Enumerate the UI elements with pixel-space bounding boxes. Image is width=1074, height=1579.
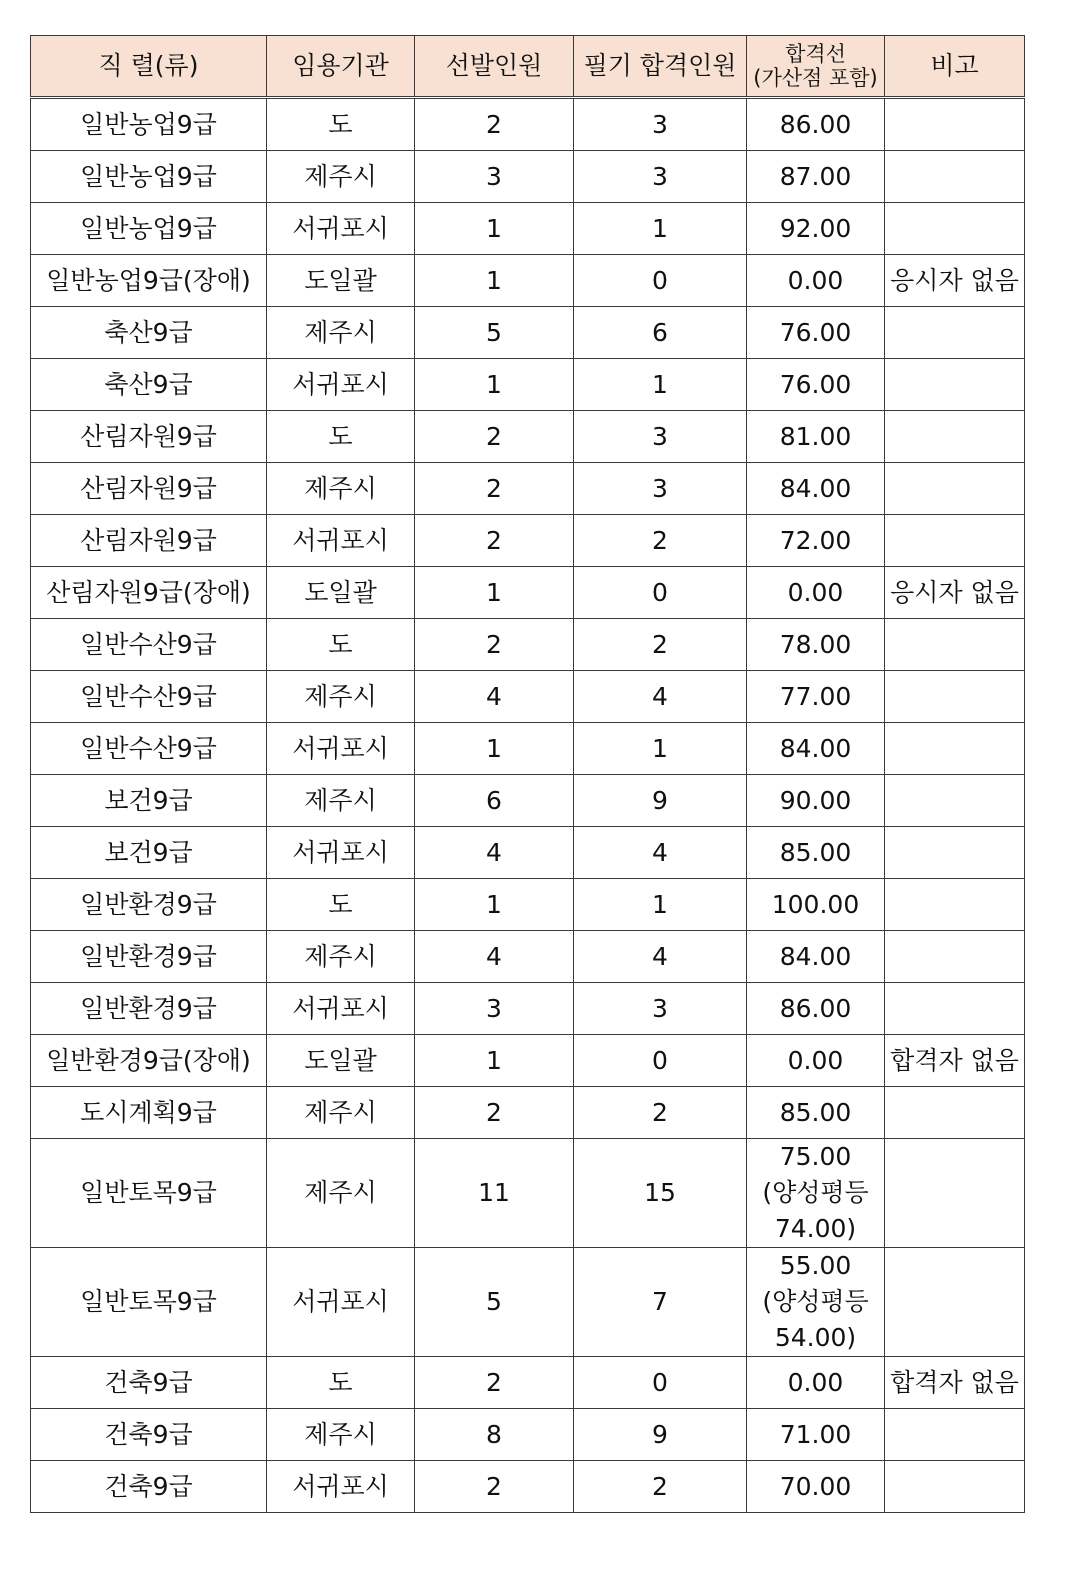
cell-note [885, 203, 1025, 255]
cell-note [885, 1087, 1025, 1139]
cell-agency: 도 [267, 98, 415, 151]
cell-passed: 2 [574, 619, 747, 671]
table-row [31, 983, 1025, 1035]
cell-job: 산림자원9급 [31, 515, 267, 567]
cell-note [885, 879, 1025, 931]
cell-quota: 8 [415, 1409, 574, 1461]
cell-cutoff: 0.00 [747, 1035, 885, 1087]
cell-note [885, 307, 1025, 359]
table-row [31, 1409, 1025, 1461]
table-row [31, 775, 1025, 827]
table-row [31, 463, 1025, 515]
cell-note [885, 515, 1025, 567]
table-row [31, 723, 1025, 775]
cell-passed: 3 [574, 983, 747, 1035]
cell-agency: 제주시 [267, 775, 415, 827]
cell-agency: 서귀포시 [267, 983, 415, 1035]
cell-quota: 2 [415, 98, 574, 151]
results-table [30, 35, 1025, 1513]
cell-quota: 3 [415, 151, 574, 203]
cell-agency: 서귀포시 [267, 723, 415, 775]
cell-passed: 0 [574, 1035, 747, 1087]
cell-job: 일반환경9급 [31, 983, 267, 1035]
cell-quota: 2 [415, 1357, 574, 1409]
cell-agency: 서귀포시 [267, 359, 415, 411]
cell-quota: 2 [415, 463, 574, 515]
cell-cutoff: 71.00 [747, 1409, 885, 1461]
table-row [31, 1139, 1025, 1248]
cell-cutoff: 70.00 [747, 1461, 885, 1513]
table-row [31, 567, 1025, 619]
cell-note [885, 359, 1025, 411]
cell-agency: 서귀포시 [267, 515, 415, 567]
cell-cutoff: 76.00 [747, 307, 885, 359]
table-row [31, 255, 1025, 307]
table-row [31, 827, 1025, 879]
cell-cutoff: 84.00 [747, 463, 885, 515]
cell-passed: 15 [574, 1139, 747, 1248]
cell-agency: 도일괄 [267, 567, 415, 619]
cell-agency: 제주시 [267, 307, 415, 359]
cell-job: 축산9급 [31, 359, 267, 411]
cell-quota: 2 [415, 1461, 574, 1513]
cell-note [885, 619, 1025, 671]
table-row [31, 879, 1025, 931]
cell-note: 합격자 없음 [885, 1357, 1025, 1409]
cell-job: 보건9급 [31, 827, 267, 879]
table-row [31, 411, 1025, 463]
cell-passed: 4 [574, 827, 747, 879]
table-row [31, 1461, 1025, 1513]
cell-passed: 9 [574, 775, 747, 827]
cell-passed: 2 [574, 515, 747, 567]
cell-agency: 도 [267, 1357, 415, 1409]
cell-note [885, 1409, 1025, 1461]
header-job: 직 렬(류) [31, 36, 267, 98]
cell-quota: 1 [415, 723, 574, 775]
table-row [31, 1087, 1025, 1139]
table-body [31, 98, 1025, 1513]
cell-note [885, 1139, 1025, 1248]
cell-agency: 서귀포시 [267, 827, 415, 879]
table-header [31, 36, 1025, 98]
cell-agency: 제주시 [267, 671, 415, 723]
cell-job: 일반수산9급 [31, 671, 267, 723]
header-passed: 필기 합격인원 [574, 36, 747, 98]
cell-note [885, 723, 1025, 775]
cell-quota: 3 [415, 983, 574, 1035]
cell-quota: 2 [415, 515, 574, 567]
cell-passed: 1 [574, 723, 747, 775]
cell-passed: 1 [574, 203, 747, 255]
cell-agency: 도일괄 [267, 1035, 415, 1087]
cell-job: 일반수산9급 [31, 723, 267, 775]
cell-job: 일반농업9급(장애) [31, 255, 267, 307]
cell-note: 응시자 없음 [885, 567, 1025, 619]
table-row [31, 931, 1025, 983]
table-row [31, 515, 1025, 567]
cell-agency: 도 [267, 619, 415, 671]
cell-quota: 11 [415, 1139, 574, 1248]
header-agency: 임용기관 [267, 36, 415, 98]
cell-job: 일반환경9급(장애) [31, 1035, 267, 1087]
cell-cutoff: 84.00 [747, 723, 885, 775]
cell-quota: 2 [415, 1087, 574, 1139]
table-row [31, 98, 1025, 151]
cell-agency: 도 [267, 879, 415, 931]
cell-job: 일반토목9급 [31, 1139, 267, 1248]
cell-cutoff: 87.00 [747, 151, 885, 203]
cell-job: 일반환경9급 [31, 931, 267, 983]
cell-cutoff: 0.00 [747, 567, 885, 619]
cell-cutoff: 86.00 [747, 983, 885, 1035]
cell-job: 일반농업9급 [31, 203, 267, 255]
cell-job: 일반환경9급 [31, 879, 267, 931]
cell-cutoff: 90.00 [747, 775, 885, 827]
cell-passed: 3 [574, 463, 747, 515]
cell-job: 보건9급 [31, 775, 267, 827]
cell-job: 일반농업9급 [31, 98, 267, 151]
cell-quota: 1 [415, 879, 574, 931]
cell-agency: 서귀포시 [267, 1461, 415, 1513]
header-cutoff-subtitle: (가산점 포함) [753, 66, 878, 90]
cell-job: 일반수산9급 [31, 619, 267, 671]
table-row [31, 203, 1025, 255]
cell-quota: 1 [415, 359, 574, 411]
cell-quota: 4 [415, 671, 574, 723]
cell-job: 산림자원9급 [31, 463, 267, 515]
cell-job: 축산9급 [31, 307, 267, 359]
table-row [31, 359, 1025, 411]
cell-cutoff: 77.00 [747, 671, 885, 723]
cell-agency: 제주시 [267, 1409, 415, 1461]
cell-passed: 9 [574, 1409, 747, 1461]
cell-job: 일반농업9급 [31, 151, 267, 203]
header-note: 비고 [885, 36, 1025, 98]
cell-quota: 1 [415, 255, 574, 307]
cell-passed: 4 [574, 931, 747, 983]
cell-job: 일반토목9급 [31, 1248, 267, 1357]
cell-agency: 제주시 [267, 1087, 415, 1139]
cell-agency: 서귀포시 [267, 203, 415, 255]
cell-job: 산림자원9급 [31, 411, 267, 463]
cell-note [885, 827, 1025, 879]
cell-quota: 5 [415, 307, 574, 359]
header-row [31, 36, 1025, 98]
cell-cutoff: 55.00 (양성평등 54.00) [747, 1248, 885, 1357]
cell-passed: 6 [574, 307, 747, 359]
cell-job: 도시계획9급 [31, 1087, 267, 1139]
cell-note [885, 1461, 1025, 1513]
cell-job: 건축9급 [31, 1461, 267, 1513]
cell-cutoff: 75.00 (양성평등 74.00) [747, 1139, 885, 1248]
cell-agency: 제주시 [267, 151, 415, 203]
cell-cutoff: 84.00 [747, 931, 885, 983]
cell-cutoff: 100.00 [747, 879, 885, 931]
cell-note [885, 98, 1025, 151]
table-row [31, 619, 1025, 671]
cell-note [885, 463, 1025, 515]
cell-quota: 1 [415, 1035, 574, 1087]
table-row [31, 1248, 1025, 1357]
cell-quota: 1 [415, 203, 574, 255]
cell-passed: 3 [574, 151, 747, 203]
table-row [31, 307, 1025, 359]
cell-passed: 1 [574, 359, 747, 411]
table-row [31, 151, 1025, 203]
cell-cutoff: 81.00 [747, 411, 885, 463]
cell-note [885, 775, 1025, 827]
cell-cutoff: 86.00 [747, 98, 885, 151]
cell-agency: 서귀포시 [267, 1248, 415, 1357]
cell-cutoff: 76.00 [747, 359, 885, 411]
cell-note [885, 671, 1025, 723]
cell-passed: 7 [574, 1248, 747, 1357]
cell-passed: 1 [574, 879, 747, 931]
cell-note [885, 151, 1025, 203]
header-cutoff-title: 합격선 [785, 41, 846, 66]
cell-quota: 2 [415, 619, 574, 671]
cell-passed: 3 [574, 98, 747, 151]
cell-note: 응시자 없음 [885, 255, 1025, 307]
cell-passed: 0 [574, 567, 747, 619]
header-quota: 선발인원 [415, 36, 574, 98]
cell-passed: 2 [574, 1087, 747, 1139]
cell-passed: 2 [574, 1461, 747, 1513]
table-row [31, 1035, 1025, 1087]
cell-cutoff: 85.00 [747, 1087, 885, 1139]
cell-job: 건축9급 [31, 1357, 267, 1409]
cell-note: 합격자 없음 [885, 1035, 1025, 1087]
cell-passed: 0 [574, 1357, 747, 1409]
cell-passed: 3 [574, 411, 747, 463]
cell-quota: 5 [415, 1248, 574, 1357]
cell-note [885, 931, 1025, 983]
cell-agency: 제주시 [267, 931, 415, 983]
cell-passed: 4 [574, 671, 747, 723]
cell-note [885, 411, 1025, 463]
cell-passed: 0 [574, 255, 747, 307]
cell-cutoff: 85.00 [747, 827, 885, 879]
cell-quota: 4 [415, 827, 574, 879]
cell-agency: 도일괄 [267, 255, 415, 307]
cell-cutoff: 92.00 [747, 203, 885, 255]
cell-cutoff: 78.00 [747, 619, 885, 671]
cell-agency: 제주시 [267, 463, 415, 515]
cell-note [885, 983, 1025, 1035]
cell-agency: 도 [267, 411, 415, 463]
cell-cutoff: 0.00 [747, 255, 885, 307]
header-cutoff [747, 36, 885, 98]
cell-job: 산림자원9급(장애) [31, 567, 267, 619]
table-row [31, 671, 1025, 723]
cell-job: 건축9급 [31, 1409, 267, 1461]
cell-quota: 2 [415, 411, 574, 463]
table-row [31, 1357, 1025, 1409]
cell-note [885, 1248, 1025, 1357]
cell-cutoff: 0.00 [747, 1357, 885, 1409]
cell-quota: 4 [415, 931, 574, 983]
cell-quota: 6 [415, 775, 574, 827]
cell-cutoff: 72.00 [747, 515, 885, 567]
cell-agency: 제주시 [267, 1139, 415, 1248]
cell-quota: 1 [415, 567, 574, 619]
